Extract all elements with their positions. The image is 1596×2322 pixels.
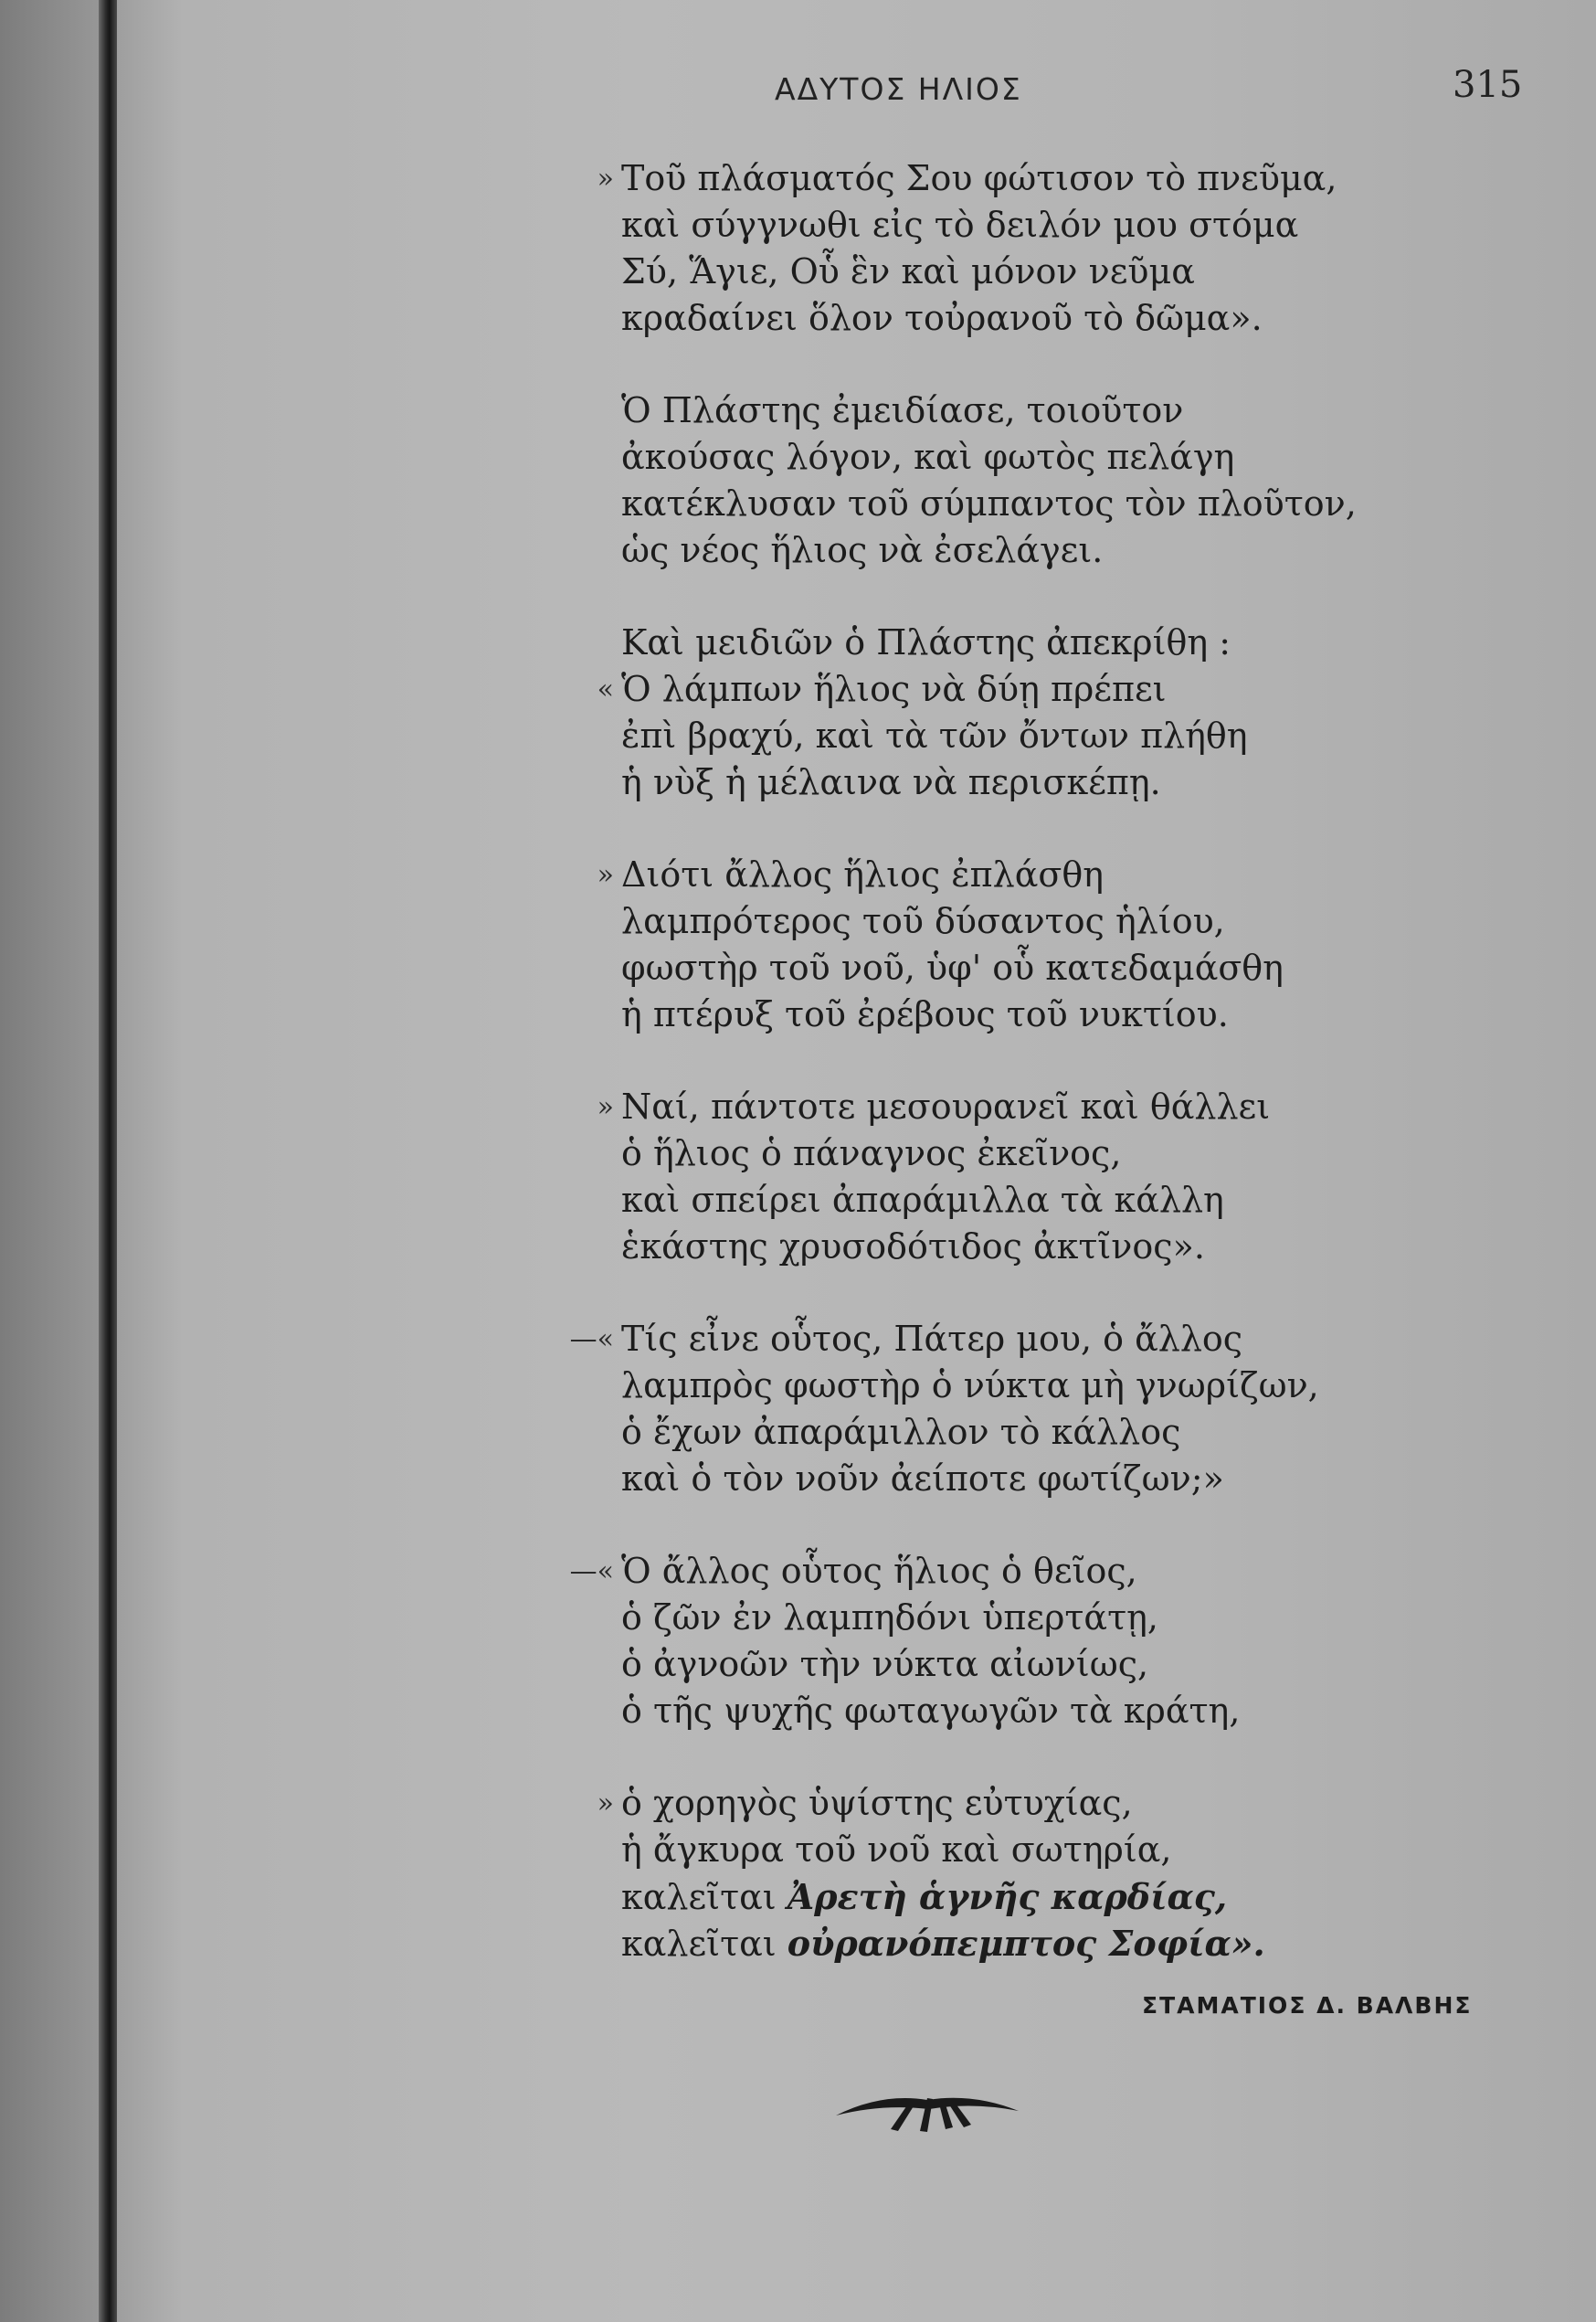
line-text: καλεῖται: [621, 1924, 777, 1964]
line-text: λαμπρὸς φωστὴρ ὁ νύκτα μὴ γνωρίζων,: [621, 1365, 1319, 1405]
poem-line: [530, 1641, 1553, 1688]
line-text: λαμπρότερος τοῦ δύσαντος ἡλίου,: [621, 901, 1225, 941]
stanza: [530, 155, 1553, 342]
line-text: Τίς εἶνε οὗτος, Πάτερ μου, ὁ ἄλλος: [621, 1319, 1243, 1359]
poem-line: [530, 898, 1553, 945]
poem-line: [530, 527, 1553, 574]
quote-mark: »: [597, 163, 614, 195]
line-text: Ὁ Πλάστης ἐμειδίασε, τοιοῦτον: [621, 390, 1184, 430]
quote-mark: »: [597, 1787, 614, 1819]
poem-line: [530, 202, 1553, 249]
emphasized-text: Ἀρετὴ ἁγνῆς καρδίας,: [787, 1876, 1228, 1917]
line-text: ἡ νὺξ ἡ μέλαινα νὰ περισκέπῃ.: [621, 762, 1161, 802]
adjacent-page-edge: [0, 0, 99, 2322]
poem-line: [530, 1316, 1553, 1362]
stanza: [530, 1780, 1553, 1967]
line-text: ὁ ἥλιος ὁ πάναγνος ἐκεῖνος,: [621, 1133, 1122, 1173]
line-text: Σύ, Ἅγιε, Οὗ ἓν καὶ μόνον νεῦμα: [621, 251, 1195, 292]
poem-line: [530, 1780, 1553, 1827]
running-header-title: ΑΔΥΤΟΣ ΗΛΙΟΣ: [775, 71, 1022, 107]
quote-mark: —«: [569, 1555, 614, 1587]
poem-line: [530, 1362, 1553, 1409]
line-text: ἀκούσας λόγον, καὶ φωτὸς πελάγη: [621, 437, 1235, 477]
line-text: ὁ ζῶν ἐν λαμπηδόνι ὑπερτάτῃ,: [621, 1597, 1158, 1638]
line-text: ἐπὶ βραχύ, καὶ τὰ τῶν ὄντων πλήθη: [621, 716, 1248, 756]
line-text: Ναί, πάντοτε μεσουρανεῖ καὶ θάλλει: [621, 1087, 1271, 1127]
poem-line: [530, 434, 1553, 481]
stanza: [530, 852, 1553, 1038]
poem-line: [530, 1873, 1553, 1920]
line-text: φωστὴρ τοῦ νοῦ, ὑφ' οὗ κατεδαμάσθη: [621, 948, 1284, 988]
poem-line: [530, 1688, 1553, 1734]
line-text: καὶ σπείρει ἀπαράμιλλα τὰ κάλλη: [621, 1180, 1224, 1220]
poem-line: [530, 295, 1553, 342]
poem-line: [530, 1595, 1553, 1641]
stanza: [530, 387, 1553, 574]
quote-mark: —«: [569, 1323, 614, 1355]
poem-line: [530, 620, 1553, 666]
line-text: ὁ ἀγνοῶν τὴν νύκτα αἰωνίως,: [621, 1644, 1149, 1684]
book-gutter: [99, 0, 117, 2322]
line-text: ὡς νέος ἥλιος νὰ ἐσελάγει.: [621, 530, 1104, 570]
author-signature: ΣΤΑΜΑΤΙΟΣ Δ. ΒΑΛΒΗΣ: [1142, 1992, 1473, 2019]
poem-line: [530, 1409, 1553, 1456]
line-text: Τοῦ πλάσματός Σου φώτισον τὸ πνεῦμα,: [621, 158, 1337, 198]
poem-line: [530, 155, 1553, 202]
poem-line: [530, 1920, 1553, 1967]
line-text: ὁ τῆς ψυχῆς φωταγωγῶν τὰ κράτη,: [621, 1691, 1241, 1731]
line-text: ὁ ἔχων ἀπαράμιλλον τὸ κάλλος: [621, 1412, 1181, 1452]
line-text: Ὁ ἄλλος οὗτος ἥλιος ὁ θεῖος,: [621, 1551, 1137, 1591]
line-text: καλεῖται: [621, 1877, 777, 1917]
line-text: Ὁ λάμπων ἥλιος νὰ δύῃ πρέπει: [621, 669, 1167, 709]
quote-mark: «: [597, 673, 614, 705]
poem-line: [530, 945, 1553, 991]
poem-line: [530, 713, 1553, 759]
poem-line: [530, 249, 1553, 295]
line-text: ἑκάστης χρυσοδότιδος ἀκτῖνος».: [621, 1226, 1205, 1267]
poem-line: [530, 1224, 1553, 1270]
poem-line: [530, 666, 1553, 713]
quote-mark: »: [597, 859, 614, 891]
poem-line: [530, 481, 1553, 527]
stanza: [530, 1084, 1553, 1270]
line-text: ὁ χορηγὸς ὑψίστης εὐτυχίας,: [621, 1783, 1133, 1823]
poem-line: [530, 1177, 1553, 1224]
poem-line: [530, 1456, 1553, 1502]
stanza: [530, 1548, 1553, 1734]
poem-body: [530, 155, 1553, 2012]
line-text: κατέκλυσαν τοῦ σύμπαντος τὸν πλοῦτον,: [621, 483, 1357, 524]
stanza: [530, 620, 1553, 806]
stanza: [530, 1316, 1553, 1502]
poem-line: [530, 1827, 1553, 1873]
page-number: 315: [1453, 64, 1523, 106]
line-text: καὶ σύγγνωθι εἰς τὸ δειλόν μου στόμα: [621, 205, 1299, 245]
poem-line: [530, 759, 1553, 806]
poem-line: [530, 852, 1553, 898]
quote-mark: »: [597, 1091, 614, 1123]
ornament-flourish-icon: [827, 2074, 1028, 2138]
poem-line: [530, 387, 1553, 434]
poem-line: [530, 1084, 1553, 1130]
poem-line: [530, 1130, 1553, 1177]
line-text: ἡ ἄγκυρα τοῦ νοῦ καὶ σωτηρία,: [621, 1829, 1172, 1870]
line-text: κραδαίνει ὅλον τοὐρανοῦ τὸ δῶμα».: [621, 298, 1263, 338]
emphasized-text: οὐρανόπεμπτος Σοφία».: [787, 1923, 1265, 1964]
line-text: Διότι ἄλλος ἥλιος ἐπλάσθη: [621, 854, 1104, 895]
line-text: Καὶ μειδιῶν ὁ Πλάστης ἀπεκρίθη :: [621, 622, 1231, 663]
line-text: καὶ ὁ τὸν νοῦν ἀείποτε φωτίζων;»: [621, 1458, 1224, 1499]
poem-line: [530, 1548, 1553, 1595]
poem-line: [530, 991, 1553, 1038]
line-text: ἡ πτέρυξ τοῦ ἐρέβους τοῦ νυκτίου.: [621, 994, 1229, 1034]
